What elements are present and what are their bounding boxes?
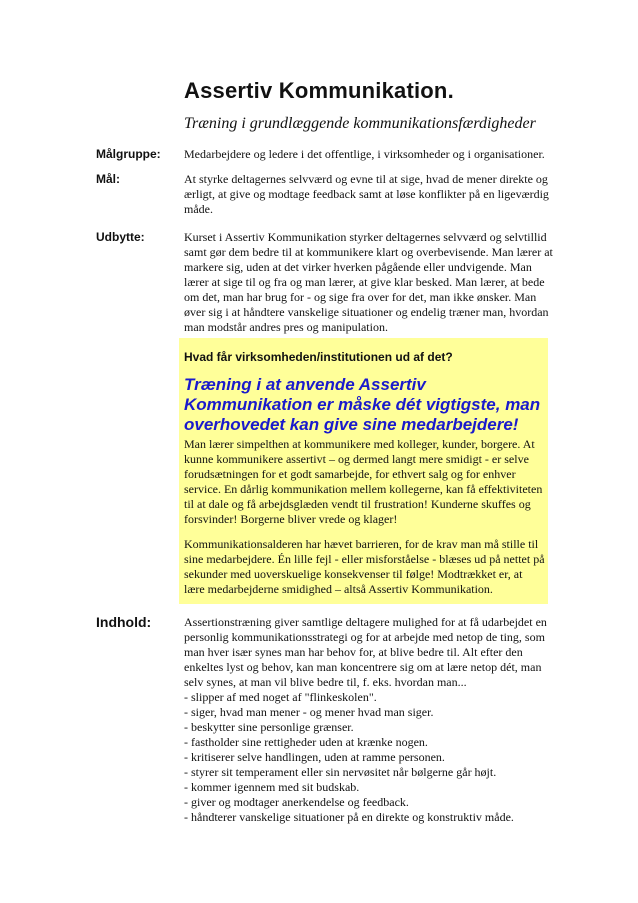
highlight-paragraph-2: Kommunikationsalderen har hævet barrieren, for de krav man må stille til sine medarbejdere. Én lille fejl - eller misforståelse - blæses ud på nettet på sekunder med uoverskuelige konsekvenser til følge! Modtrækket er, at lære medarbejderne smidighed – altså Assertiv Kommunikation. [184,537,545,596]
list-item: - kommer igennem med sit budskab. [184,780,360,794]
malgruppe-text: Medarbejdere og ledere i det offentlige, i virksomheder og i organisationer. [184,147,545,161]
page-title: Assertiv Kommunikation. [184,78,454,103]
mal-text: At styrke deltagernes selvværd og evne til at sige, hvad de mener direkte og ærligt, at give og modtage feedback samt at løse konflikter på en ligeværdig måde. [184,172,549,216]
indhold-label: Indhold: [96,614,152,630]
indhold-content [184,615,554,825]
list-item: - giver og modtager anerkendelse og feedback. [184,795,409,809]
list-item: - fastholder sine rettigheder uden at krænke nogen. [184,735,428,749]
highlight-heading: Hvad får virksomheden/institutionen ud af det? [184,350,453,364]
list-item: - slipper af med noget af "flinkeskolen". [184,690,377,704]
malgruppe-label: Målgruppe: [96,147,161,161]
mal-label: Mål: [96,172,120,186]
udbytte-text: Kurset i Assertiv Kommunikation styrker deltagernes selvværd og selvtillid samt gør dem bedre til at kommunikere klart og overbevisende. Man lærer at markere sig, uden at det virker hverken pågående eller undvigende. Man lærer at sige til og fra og man lærer, at give klar besked. Man lærer, at bede om det, man har brug for - og sige fra over for det, man ikke ønsker. Man øver sig i at håndtere vanskelige situationer og endelig træner man, hvordan man modstår andres pres og manipulation. [184,230,553,334]
list-item: - beskytter sine personlige grænser. [184,720,354,734]
list-item: - siger, hvad man mener - og mener hvad man siger. [184,705,434,719]
highlight-paragraph-1: Man lærer simpelthen at kommunikere med kolleger, kunder, borgere. At kunne kommunikere assertivt – og dermed langt mere smidigt - er selve forudsætningen for et godt samarbejde, for ethvert salg og for enhver service. En dårlig kommunikation mellem kollegerne, kan få effektiviteten til at dale og få arbejdsglæden vendt til frustration! Kunderne skuffes og forsvinder! Borgerne bliver vrede og klager! [184,437,543,526]
indhold-intro: Assertionstræning giver samtlige deltagere mulighed for at få udarbejdet en personlig kommunikationsstrategi og for at arbejde med netop de ting, som man hver især synes man har behov for, at blive bedre til. Alt efter den enkeltes lyst og behov, kan man koncentrere sig om at lære netop dét, man selv synes, at man vil blive bedre til, f. eks. hvordan man... [184,615,547,689]
indhold-list [184,690,554,825]
list-item: - kritiserer selve handlingen, uden at ramme personen. [184,750,445,764]
highlight-statement: Træning i at anvende Assertiv Kommunikation er måske dét vigtigste, man overhovedet kan give sine medarbejdere! [184,375,541,434]
page-subtitle: Træning i grundlæggende kommunikationsfærdigheder [184,115,536,132]
list-item: - styrer sit temperament eller sin nervøsitet når bølgerne går højt. [184,765,497,779]
udbytte-label: Udbytte: [96,230,145,244]
list-item: - håndterer vanskelige situationer på en direkte og konstruktiv måde. [184,810,514,824]
